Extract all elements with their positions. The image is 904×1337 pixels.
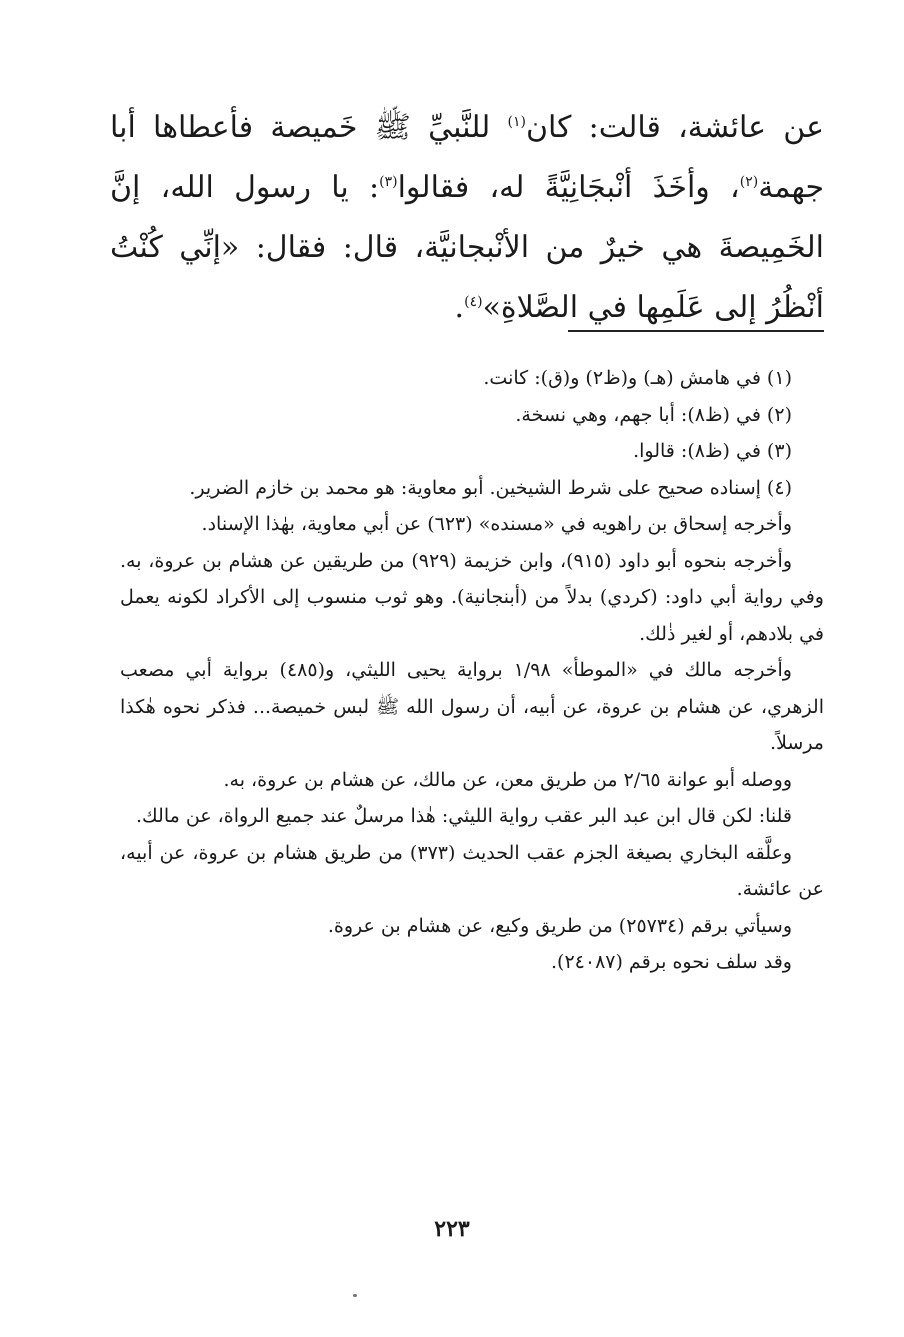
footnote-item: وأخرجه إسحاق بن راهويه في «مسنده» (٦٢٣) عن أبي معاوية، بهٰذا الإسناد.: [201, 513, 792, 535]
footnote-ref: (٢): [739, 174, 759, 190]
page-number: ٢٢٣: [434, 1216, 470, 1242]
hadith-text-part: للنَّبيِّ ﷺ خَميصة فأعطاها أبا جهمة: [110, 110, 824, 205]
footnote-ref: (٤): [464, 294, 483, 310]
hadith-paragraph: [110, 98, 824, 338]
footnote-divider: [568, 330, 824, 332]
footnote-item: قلنا: لكن قال ابن عبد البر عقب رواية الليثي: هٰذا مرسلٌ عند جميع الرواة، عن مالك.: [135, 805, 792, 827]
hadith-text-part: ، وأخَذَ أنْبجَانِيَّةً له، فقالوا: [397, 170, 740, 205]
footnote-item: (١) في هامش (هـ) و(ظ٢) و(ق): كانت.: [483, 367, 792, 389]
footnote-item: وعلَّقه البخاري بصيغة الجزم عقب الحديث (٣٧٣) من طريق هشام بن عروة، عن أبيه، عن عائشة.: [120, 841, 824, 900]
footnotes-section: [120, 360, 824, 981]
hadith-text-part: عن عائشة، قالت: كان: [526, 110, 824, 145]
footnote-item: (٣) في (ظ٨): قالوا.: [633, 440, 792, 462]
footnote-item: ووصله أبو عوانة ٢/٦٥ من طريق معن، عن مالك، عن هشام بن عروة، به.: [223, 768, 792, 791]
footnote-item: (٤) إسناده صحيح على شرط الشيخين. أبو معاوية: هو محمد بن خازم الضرير.: [189, 476, 792, 499]
footnote-item: وأخرجه مالك في «الموطأ» ١/٩٨ برواية يحيى الليثي، و(٤٨٥) برواية أبي مصعب الزهري، عن هشام بن عروة، عن أبيه، أن رسول الله ﷺ لبس خميصة... فذكر نحوه هٰكذا مرسلاً.: [120, 659, 824, 754]
hadith-text: [110, 98, 824, 338]
footnote-item: وسيأتي برقم (٢٥٧٣٤) من طريق وكيع، عن هشام بن عروة.: [327, 914, 792, 937]
footnote-item: وقد سلف نحوه برقم (٢٤٠٨٧).: [551, 951, 792, 973]
hadith-text-part: : يا رسول الله، إنَّ الخَمِيصةَ هي خيرٌ من الأنْبجانيَّة، قال: فقال: «إنِّي كُنْتُ أنْظُرُ إلى عَلَمِها في الصَّلاةِ»: [110, 170, 824, 325]
footnote-item: وأخرجه بنحوه أبو داود (٩١٥)، وابن خزيمة (٩٢٩) من طريقين عن هشام بن عروة، به. وفي رواية أبي داود: (كردي) بدلاً من (أبنجانية). وهو ثوب منسوب إلى الأكراد لكونه يعمل في بلادهم، أو لغير ذٰلك.: [120, 549, 824, 645]
footnote-ref: (٣): [379, 174, 398, 190]
speck-mark: [353, 1294, 357, 1297]
footnote-ref: (١): [507, 114, 526, 130]
hadith-text-part: .: [454, 290, 465, 325]
footnote-item: (٢) في (ظ٨): أبا جهم، وهي نسخة.: [515, 403, 792, 426]
